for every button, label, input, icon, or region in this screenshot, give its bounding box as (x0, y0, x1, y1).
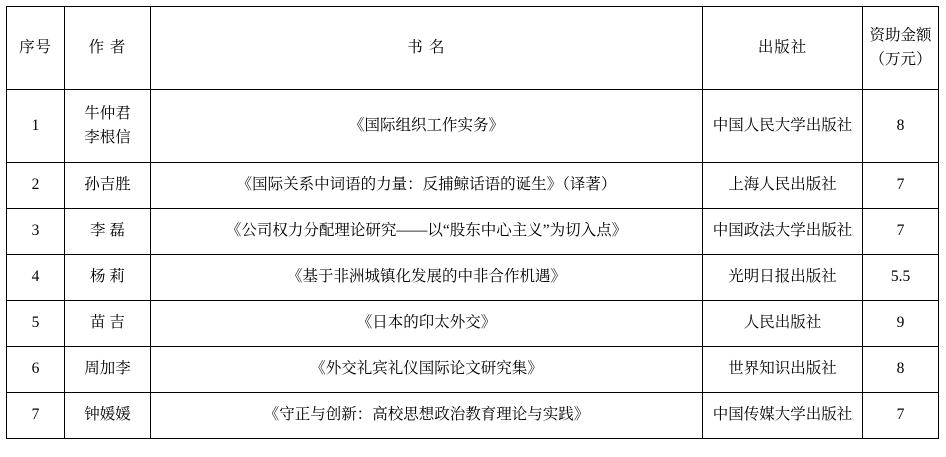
table-row (7, 209, 939, 255)
cell-no: 6 (7, 347, 65, 393)
cell-publisher: 世界知识出版社 (703, 347, 863, 393)
column-header-publisher-label: 出版社 (757, 38, 808, 56)
cell-publisher: 光明日报出版社 (703, 255, 863, 301)
cell-amount: 5.5 (863, 255, 939, 301)
table-row (7, 90, 939, 163)
cell-no: 7 (7, 393, 65, 439)
table-row (7, 393, 939, 439)
cell-title: 《公司权力分配理论研究——以“股东中心主义”为切入点》 (151, 209, 703, 255)
column-header-no-label: 序号 (19, 38, 52, 56)
cell-title: 《日本的印太外交》 (151, 301, 703, 347)
author-line-1: 牛仲君 (84, 104, 131, 122)
cell-publisher: 中国传媒大学出版社 (703, 393, 863, 439)
cell-author: 李 磊 (65, 209, 151, 255)
table-row (7, 255, 939, 301)
header-row (7, 7, 939, 90)
table-row (7, 347, 939, 393)
column-header-amount-label: 资助金额 (869, 26, 932, 44)
cell-title: 《基于非洲城镇化发展的中非合作机遇》 (151, 255, 703, 301)
cell-amount: 7 (863, 209, 939, 255)
cell-author: 苗 吉 (65, 301, 151, 347)
cell-amount: 7 (863, 393, 939, 439)
cell-amount: 8 (863, 90, 939, 163)
cell-publisher: 上海人民出版社 (703, 163, 863, 209)
cell-author: 孙吉胜 (65, 163, 151, 209)
column-header-no (7, 7, 65, 90)
cell-no: 1 (7, 90, 65, 163)
table-row (7, 163, 939, 209)
column-header-author (65, 7, 151, 90)
column-header-title-label: 书 名 (407, 38, 446, 56)
cell-no: 5 (7, 301, 65, 347)
cell-publisher: 中国政法大学出版社 (703, 209, 863, 255)
cell-amount: 7 (863, 163, 939, 209)
table-header (7, 7, 939, 90)
document-page (0, 6, 946, 457)
author-line-2: 李根信 (84, 129, 131, 146)
cell-amount: 9 (863, 301, 939, 347)
cell-author: 杨 莉 (65, 255, 151, 301)
column-header-amount (863, 7, 939, 90)
cell-title: 《外交礼宾礼仪国际论文研究集》 (151, 347, 703, 393)
cell-title: 《守正与创新：高校思想政治教育理论与实践》 (151, 393, 703, 439)
cell-author: 钟媛媛 (65, 393, 151, 439)
cell-publisher: 中国人民大学出版社 (703, 90, 863, 163)
cell-no: 2 (7, 163, 65, 209)
column-header-title (151, 7, 703, 90)
grant-table (6, 6, 939, 439)
cell-author (65, 90, 151, 163)
column-header-author-label: 作 者 (88, 38, 127, 56)
cell-no: 3 (7, 209, 65, 255)
column-header-amount-unit: （万元） (869, 51, 932, 68)
table-row (7, 301, 939, 347)
column-header-publisher (703, 7, 863, 90)
cell-no: 4 (7, 255, 65, 301)
table-body (7, 90, 939, 439)
cell-title: 《国际关系中词语的力量：反捕鲸话语的诞生》（译著） (151, 163, 703, 209)
cell-title: 《国际组织工作实务》 (151, 90, 703, 163)
cell-amount: 8 (863, 347, 939, 393)
cell-author: 周加李 (65, 347, 151, 393)
cell-publisher: 人民出版社 (703, 301, 863, 347)
